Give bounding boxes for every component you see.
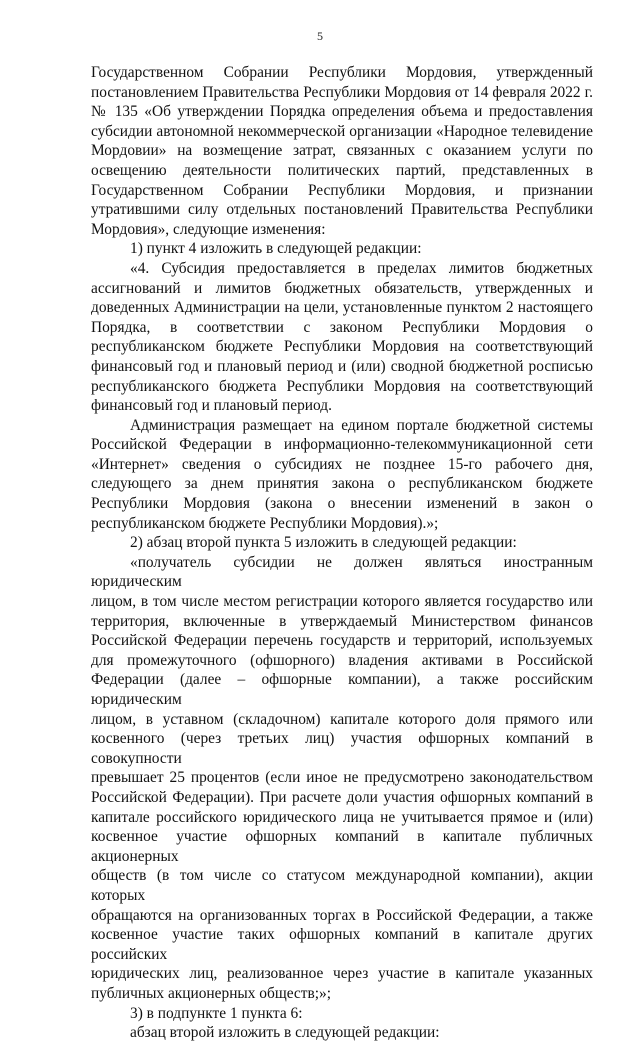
subsidy-paragraph-line: республиканского бюджета Республики Мордовия на соответствующий xyxy=(91,377,593,395)
subsidy-paragraph-line: «4. Субсидия предоставляется в пределах лимитов бюджетных xyxy=(130,259,593,277)
recipient-paragraph-line: территория, включенные в утверждаемый Министерством финансов xyxy=(91,612,593,630)
subsidy-paragraph-line: финансовый год и плановый период. xyxy=(91,397,332,415)
page-number: 5 xyxy=(317,29,323,43)
administration-paragraph-line: республиканском бюджете Республики Мордовия).»; xyxy=(91,514,439,532)
recipient-paragraph-line: Российской Федерации). При расчете доли участия офшорных компаний в xyxy=(91,788,593,806)
paragraph-continuation-line: освещению деятельности политических партий, представленных в xyxy=(91,161,593,179)
recipient-paragraph-line: косвенное участие таких офшорных компаний в капитале других российских xyxy=(91,926,593,963)
administration-paragraph-line: Республики Мордовия (закона о внесении изменений в закон о xyxy=(91,495,593,513)
recipient-paragraph-line: косвенное участие офшорных компаний в капитале публичных акционерных xyxy=(91,828,593,865)
recipient-paragraph-line: Федерации (далее – офшорные компании), а также российским юридическим xyxy=(91,671,593,708)
paragraph-continuation-line: Государственном Собрании Республики Мордовия, утвержденный xyxy=(91,64,593,81)
subsidy-paragraph-line: республиканском бюджете Республики Мордовия на соответствующий xyxy=(91,338,593,356)
recipient-paragraph-line: Российской Федерации перечень государств и территорий, используемых xyxy=(91,632,593,650)
amendment-item-1-heading: 1) пункт 4 изложить в следующей редакции: xyxy=(130,240,422,258)
paragraph-line: абзац второй изложить в следующей редакции: xyxy=(130,1024,440,1042)
document-body xyxy=(91,63,593,1043)
recipient-paragraph-line: «получатель субсидии не должен являться иностранным юридическим xyxy=(91,553,593,591)
amendment-item-2-heading: 2) абзац второй пункта 5 изложить в следующей редакции: xyxy=(130,534,517,552)
recipient-paragraph-line: лицом, в уставном (складочном) капитале которого доля прямого или xyxy=(91,710,593,728)
paragraph-continuation-line: субсидии автономной некоммерческой организации «Народное телевидение xyxy=(91,122,593,140)
paragraph-continuation-line: Мордовии» на возмещение затрат, связанных с оказанием услуги по xyxy=(91,142,593,160)
subsidy-paragraph-line: финансовый год и плановый период и (или) сводной бюджетной росписью xyxy=(91,357,593,375)
recipient-paragraph-line: лицом, в том числе местом регистрации которого является государство или xyxy=(91,593,593,611)
subsidy-paragraph-line: Порядка, в соответствии с законом Республики Мордовия о xyxy=(91,318,593,336)
recipient-paragraph-line: публичных акционерных обществ;»; xyxy=(91,984,331,1002)
paragraph-continuation-line: Государственном Собрании Республики Мордовия, и признании xyxy=(91,181,593,199)
amendment-item-3-heading: 3) в подпункте 1 пункта 6: xyxy=(130,1004,303,1022)
paragraph-continuation-line: Мордовия», следующие изменения: xyxy=(91,220,326,238)
subsidy-paragraph-line: ассигнований и лимитов бюджетных обязательств, утвержденных и xyxy=(91,279,593,297)
paragraph-continuation-line: утратившими силу отдельных постановлений Правительства Республики xyxy=(91,201,593,219)
recipient-paragraph-line: для промежуточного (офшорного) владения активами в Российской xyxy=(91,651,593,669)
recipient-paragraph-line: обращаются на организованных торгах в Российской Федерации, а также xyxy=(91,906,593,924)
recipient-paragraph-line: капитале российского юридического лица не учитывается прямое и (или) xyxy=(91,808,593,826)
administration-paragraph-line: Администрация размещает на едином портале бюджетной системы xyxy=(130,416,593,434)
administration-paragraph-line: «Интернет» сведения о субсидиях не позднее 15-го рабочего дня, xyxy=(91,455,593,473)
administration-paragraph-line: следующего за днем принятия закона о республиканском бюджете xyxy=(91,475,593,493)
recipient-paragraph-line: юридических лиц, реализованное через участие в капитале указанных xyxy=(91,965,593,983)
recipient-paragraph-line: косвенного (через третьих лиц) участия офшорных компаний в совокупности xyxy=(91,730,593,767)
recipient-paragraph-line: обществ (в том числе со статусом международной компании), акции которых xyxy=(91,867,593,904)
paragraph-continuation-line: постановлением Правительства Республики Мордовия от 14 февраля 2022 г. xyxy=(91,83,593,101)
recipient-paragraph-line: превышает 25 процентов (если иное не предусмотрено законодательством xyxy=(91,769,593,787)
administration-paragraph-line: Российской Федерации в информационно-телекоммуникационной сети xyxy=(91,436,593,454)
paragraph-continuation-line: № 135 «Об утверждении Порядка определения объема и предоставления xyxy=(91,103,593,121)
subsidy-paragraph-line: доведенных Администрации на цели, установленные пунктом 2 настоящего xyxy=(91,299,593,317)
